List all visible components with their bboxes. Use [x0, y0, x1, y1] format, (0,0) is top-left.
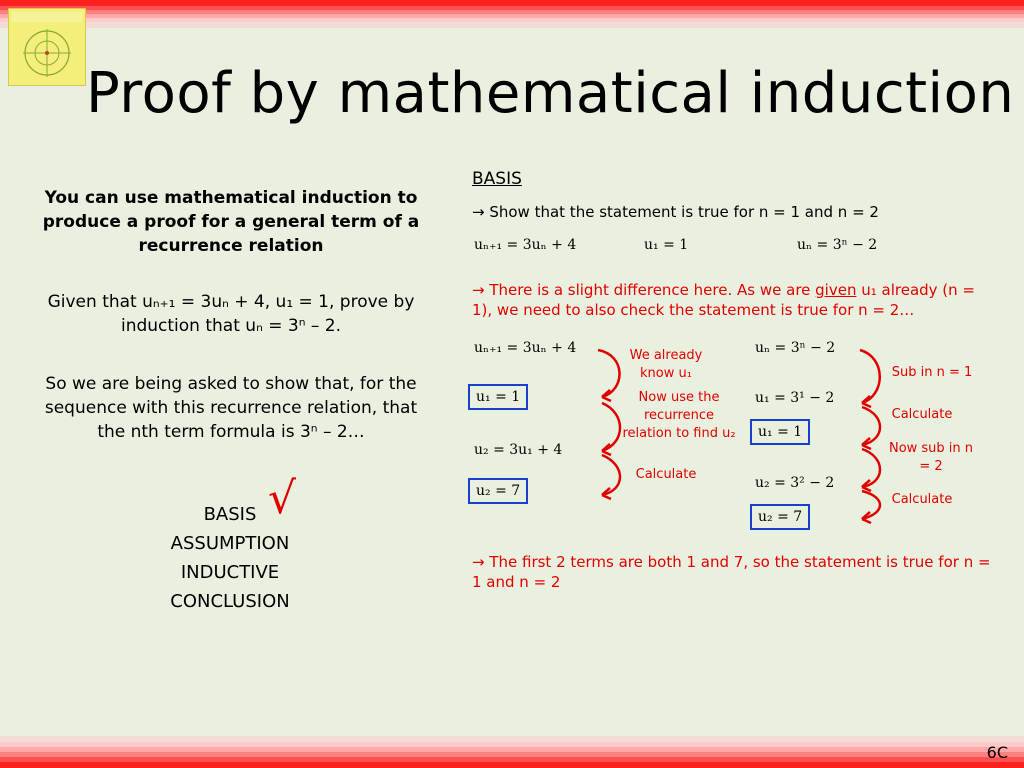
bottom-stripe-band [0, 736, 1024, 768]
difference-note-part2: u₁ already (n = 1), we need to also check the statement is true for n = 2… [472, 281, 976, 319]
eq-formula: uₙ = 3ⁿ − 2 [797, 237, 878, 253]
note-calculate-r1: Calculate [891, 407, 953, 422]
work-right-u2-expr: u₂ = 3² − 2 [755, 475, 835, 491]
step-assumption: ASSUMPTION [170, 533, 290, 554]
tick-mark: √ [268, 473, 297, 524]
conclusion-note: → The first 2 terms are both 1 and 7, so the statement is true for n = 1 and n = 2 [472, 553, 991, 591]
curved-arrows-right [850, 345, 890, 525]
step-conclusion: CONCLUSION [170, 591, 290, 612]
show-line: → Show that the statement is true for n = 1 and n = 2 [472, 203, 879, 221]
work-right-u1-expr: u₁ = 3¹ − 2 [755, 390, 835, 406]
asked-statement: So we are being asked to show that, for the sequence with this recurrence relation, that the nth term formula is 3ⁿ – 2… [44, 374, 418, 442]
step-basis: BASIS [203, 504, 257, 525]
work-left-u2-expr: u₂ = 3u₁ + 4 [474, 442, 563, 458]
logo-graphic [9, 9, 85, 85]
intro-text: You can use mathematical induction to produce a proof for a general term of a recurrence relation [42, 188, 420, 256]
work-left-recurrence: uₙ₊₁ = 3uₙ + 4 [474, 340, 577, 356]
eq-recurrence: uₙ₊₁ = 3uₙ + 4 [474, 237, 577, 253]
given-statement: Given that uₙ₊₁ = 3uₙ + 4, u₁ = 1, prove by induction that uₙ = 3ⁿ – 2. [47, 292, 415, 336]
note-sub-n1: Sub in n = 1 [891, 365, 973, 380]
note-calculate-left: Calculate [635, 467, 697, 482]
difference-note-given: given [815, 281, 857, 299]
note-use-recurrence: Now use the recurrence relation to find u₂ [622, 390, 736, 441]
note-calculate-r2: Calculate [891, 492, 953, 507]
step-inductive: INDUCTIVE [180, 562, 280, 583]
note-already-know: We already know u₁ [629, 348, 703, 381]
work-left-u1-box: u₁ = 1 [468, 384, 528, 410]
note-sub-n2: Now sub in n = 2 [888, 441, 974, 474]
work-right-u1-box: u₁ = 1 [750, 419, 810, 445]
work-left-u2-box: u₂ = 7 [468, 478, 528, 504]
logo [8, 8, 86, 86]
eq-u1: u₁ = 1 [644, 237, 689, 253]
work-right-formula: uₙ = 3ⁿ − 2 [755, 340, 836, 356]
top-stripe-band [0, 0, 1024, 40]
slide-code: 6C [986, 743, 1008, 762]
difference-note [472, 280, 982, 320]
difference-note-part1: → There is a slight difference here. As we are [472, 281, 816, 299]
work-right-u2-box: u₂ = 7 [750, 504, 810, 530]
page-title: Proof by mathematical induction [86, 61, 1015, 126]
basis-heading: BASIS [472, 169, 522, 189]
